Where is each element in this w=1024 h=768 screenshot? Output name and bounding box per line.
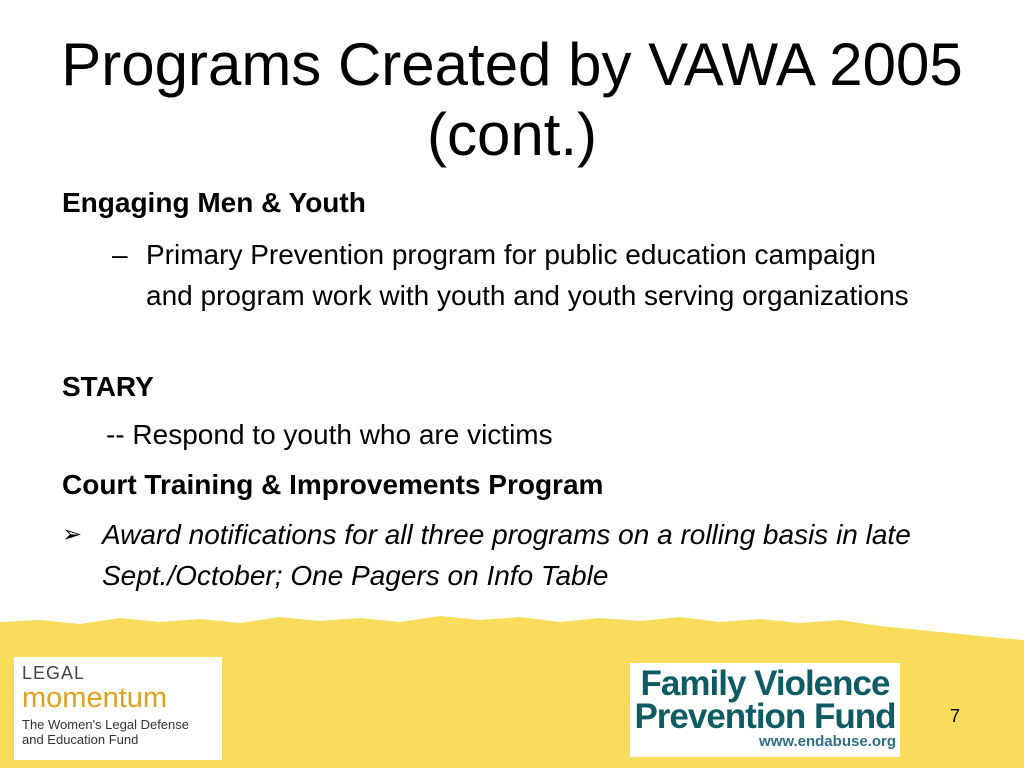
section-heading-stary: STARY (62, 371, 154, 402)
page-number: 7 (950, 706, 961, 726)
logo-subtitle-line2: and Education Fund (22, 732, 139, 747)
fvpf-line1: Family Violence (640, 664, 890, 703)
dash-marker: – (112, 239, 128, 270)
logo-momentum-text: momentum (22, 682, 168, 714)
section-heading-court: Court Training & Improvements Program (62, 469, 604, 500)
note-text: Award notifications for all three programs on a rolling basis in late Sept./October; One Pagers on Info Table (102, 519, 911, 591)
arrow-bullet-icon: ➢ (62, 521, 83, 548)
legal-momentum-logo (14, 657, 222, 760)
fvpf-url: www.endabuse.org (759, 733, 896, 750)
fvpf-line2: Prevention Fund (634, 697, 896, 736)
dash-bullet-item (112, 234, 912, 316)
fvpf-logo (630, 663, 900, 757)
stary-line: -- Respond to youth who are victims (106, 419, 553, 450)
slide-title: Programs Created by VAWA 2005 (cont.) (61, 31, 963, 168)
logo-subtitle-line1: The Women's Legal Defense (22, 717, 190, 732)
dash-bullet-text: Primary Prevention program for public education campaign and program work with youth and youth serving organizations (146, 239, 909, 311)
note-item (62, 514, 942, 596)
section-heading-engaging: Engaging Men & Youth (62, 187, 366, 218)
logo-legal-text: LEGAL (22, 663, 86, 683)
